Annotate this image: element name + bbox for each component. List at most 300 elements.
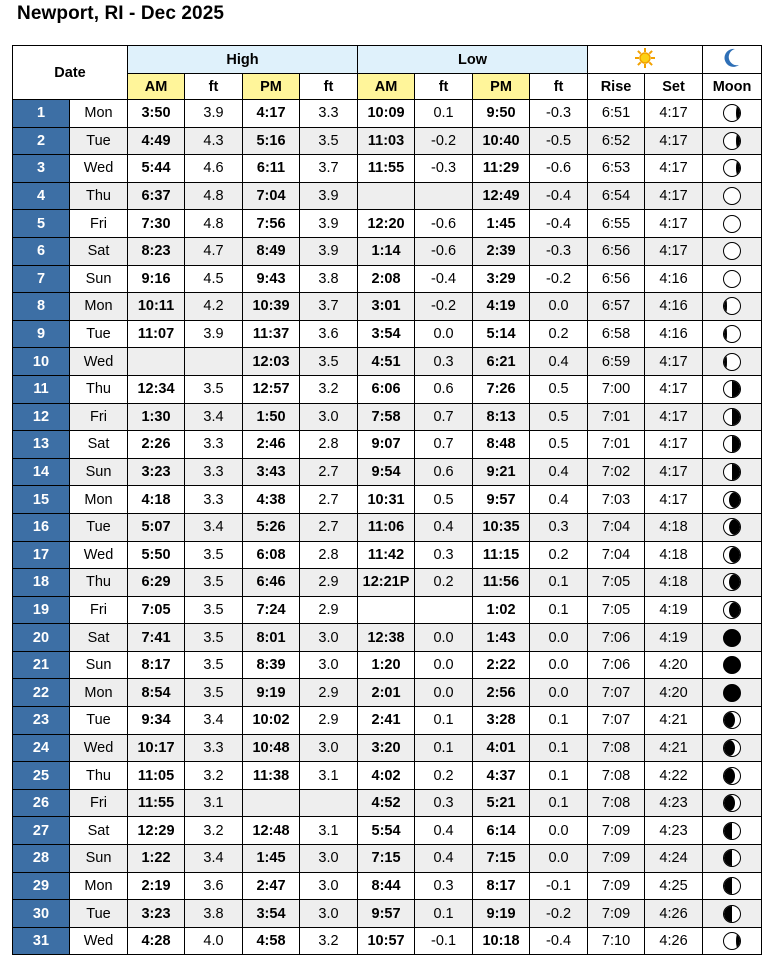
waning-gibbous-icon	[723, 353, 741, 371]
low-am-time: 10:31	[358, 486, 415, 514]
moon-phase-cell	[703, 845, 762, 873]
high-am-time: 3:50	[128, 100, 185, 128]
day-number: 18	[13, 569, 70, 597]
low-pm-time: 12:49	[473, 182, 530, 210]
low-am-height: 0.6	[415, 375, 473, 403]
table-row	[13, 707, 762, 735]
low-am-time: 11:03	[358, 127, 415, 155]
high-am-header: AM	[128, 74, 185, 100]
high-pm-time: 11:38	[243, 762, 300, 790]
high-pm-height: 3.7	[300, 293, 358, 321]
high-am-time: 4:49	[128, 127, 185, 155]
low-am-height: 0.4	[415, 845, 473, 873]
low-am-time: 3:01	[358, 293, 415, 321]
high-pm-time: 11:37	[243, 320, 300, 348]
low-pm-time: 4:37	[473, 762, 530, 790]
high-pm-time: 7:56	[243, 210, 300, 238]
high-pm-height: 3.0	[300, 845, 358, 873]
low-pm-height: -0.4	[530, 182, 588, 210]
day-number: 6	[13, 237, 70, 265]
high-pm-height: 3.9	[300, 237, 358, 265]
rise-header: Rise	[588, 74, 645, 100]
sunset-time: 4:19	[645, 596, 703, 624]
high-am-time: 10:11	[128, 293, 185, 321]
low-pm-height: 0.3	[530, 513, 588, 541]
low-am-time: 12:21P	[358, 569, 415, 597]
sunrise-time: 7:05	[588, 596, 645, 624]
low-am-time: 11:06	[358, 513, 415, 541]
table-row	[13, 872, 762, 900]
low-pm-height: -0.6	[530, 155, 588, 183]
high-am-time: 12:34	[128, 375, 185, 403]
sunrise-time: 7:06	[588, 624, 645, 652]
low-pm-time: 8:13	[473, 403, 530, 431]
waxing-gibbous-icon	[723, 159, 741, 177]
high-am-height: 4.6	[185, 155, 243, 183]
moon-phase-cell	[703, 431, 762, 459]
low-pm-time: 10:35	[473, 513, 530, 541]
high-pm-height: 3.6	[300, 320, 358, 348]
sunset-time: 4:21	[645, 734, 703, 762]
low-am-height: -0.4	[415, 265, 473, 293]
day-number: 31	[13, 927, 70, 955]
waning-crescent-icon	[723, 546, 741, 564]
day-of-week: Thu	[70, 182, 128, 210]
low-pm-height: 0.5	[530, 375, 588, 403]
table-row	[13, 348, 762, 376]
moon-phase-cell	[703, 375, 762, 403]
high-pm-time: 8:39	[243, 651, 300, 679]
high-am-time: 11:07	[128, 320, 185, 348]
low-pm-time: 3:28	[473, 707, 530, 735]
high-pm-time: 3:43	[243, 458, 300, 486]
date-header: Date	[13, 46, 128, 100]
low-pm-time: 11:56	[473, 569, 530, 597]
sunset-time: 4:17	[645, 127, 703, 155]
day-number: 14	[13, 458, 70, 486]
table-row	[13, 375, 762, 403]
waxing-crescent-icon	[723, 767, 741, 785]
sunset-time: 4:16	[645, 320, 703, 348]
high-am-height: 3.4	[185, 707, 243, 735]
sun-header	[588, 46, 703, 74]
high-pm-height: 2.9	[300, 707, 358, 735]
table-row	[13, 320, 762, 348]
sunset-time: 4:17	[645, 237, 703, 265]
table-row	[13, 513, 762, 541]
full-moon-icon	[723, 187, 741, 205]
sunrise-time: 7:03	[588, 486, 645, 514]
high-pm-height: 3.5	[300, 348, 358, 376]
high-pm-time: 4:58	[243, 927, 300, 955]
high-pm-height: 3.0	[300, 651, 358, 679]
low-am-time: 5:54	[358, 817, 415, 845]
high-pm-height: 3.1	[300, 817, 358, 845]
day-number: 16	[13, 513, 70, 541]
moon-phase-cell	[703, 927, 762, 955]
set-header: Set	[645, 74, 703, 100]
waxing-gibbous-icon	[723, 104, 741, 122]
table-row	[13, 431, 762, 459]
last-quarter-icon	[723, 435, 741, 453]
high-pm-time: 5:26	[243, 513, 300, 541]
sunrise-time: 6:58	[588, 320, 645, 348]
low-am-height	[415, 596, 473, 624]
high-am-time: 9:16	[128, 265, 185, 293]
high-am-time: 5:50	[128, 541, 185, 569]
high-pm-height: 3.3	[300, 100, 358, 128]
low-pm-height: 0.5	[530, 403, 588, 431]
table-row	[13, 569, 762, 597]
low-pm-time: 2:56	[473, 679, 530, 707]
low-am-height: 0.1	[415, 900, 473, 928]
day-number: 22	[13, 679, 70, 707]
low-am-height: 0.1	[415, 100, 473, 128]
day-number: 23	[13, 707, 70, 735]
high-am-height: 3.4	[185, 513, 243, 541]
day-of-week: Fri	[70, 210, 128, 238]
first-quarter-icon	[723, 905, 741, 923]
low-am-time: 9:07	[358, 431, 415, 459]
first-quarter-icon	[723, 877, 741, 895]
sunset-time: 4:18	[645, 513, 703, 541]
low-pm-time: 10:40	[473, 127, 530, 155]
high-am-height: 4.7	[185, 237, 243, 265]
first-quarter-icon	[723, 822, 741, 840]
low-pm-height: 0.0	[530, 817, 588, 845]
low-am-height: 0.3	[415, 541, 473, 569]
sunset-time: 4:18	[645, 541, 703, 569]
low-am-height: 0.3	[415, 872, 473, 900]
low-pm-time: 1:43	[473, 624, 530, 652]
low-am-height: 0.7	[415, 431, 473, 459]
moon-phase-cell	[703, 900, 762, 928]
full-moon-icon	[723, 242, 741, 260]
high-pm-height: 3.2	[300, 375, 358, 403]
table-row	[13, 182, 762, 210]
low-pm-height: -0.4	[530, 927, 588, 955]
high-pm-time: 10:39	[243, 293, 300, 321]
day-of-week: Wed	[70, 734, 128, 762]
day-number: 5	[13, 210, 70, 238]
table-row	[13, 486, 762, 514]
sunrise-time: 7:04	[588, 513, 645, 541]
low-pm-height: -0.3	[530, 237, 588, 265]
high-am-height: 4.8	[185, 210, 243, 238]
low-am-height: -0.6	[415, 210, 473, 238]
day-of-week: Mon	[70, 679, 128, 707]
sunset-time: 4:19	[645, 624, 703, 652]
sunset-time: 4:17	[645, 210, 703, 238]
high-am-height: 3.3	[185, 734, 243, 762]
day-number: 24	[13, 734, 70, 762]
table-row	[13, 817, 762, 845]
high-pm-height: 3.0	[300, 624, 358, 652]
high-pm-time: 10:02	[243, 707, 300, 735]
low-am-time: 3:54	[358, 320, 415, 348]
moon-phase-cell	[703, 458, 762, 486]
waxing-crescent-icon	[723, 711, 741, 729]
day-of-week: Thu	[70, 375, 128, 403]
moon-phase-cell	[703, 348, 762, 376]
waxing-gibbous-icon	[723, 932, 741, 950]
sunrise-time: 7:08	[588, 789, 645, 817]
sunrise-time: 7:07	[588, 679, 645, 707]
low-pm-height: 0.2	[530, 541, 588, 569]
table-row	[13, 762, 762, 790]
sunset-time: 4:17	[645, 486, 703, 514]
high-am-height: 3.5	[185, 596, 243, 624]
high-am-height: 3.4	[185, 403, 243, 431]
low-am-time: 11:42	[358, 541, 415, 569]
day-number: 7	[13, 265, 70, 293]
sunrise-time: 7:10	[588, 927, 645, 955]
day-number: 28	[13, 845, 70, 873]
high-pm-time: 2:46	[243, 431, 300, 459]
high-pm-height: 2.8	[300, 431, 358, 459]
high-am-time: 7:41	[128, 624, 185, 652]
low-am-height: -0.2	[415, 293, 473, 321]
day-number: 10	[13, 348, 70, 376]
high-am-time: 4:18	[128, 486, 185, 514]
sunrise-time: 7:07	[588, 707, 645, 735]
day-of-week: Wed	[70, 541, 128, 569]
low-am-height: 0.7	[415, 403, 473, 431]
high-pm-time: 6:11	[243, 155, 300, 183]
low-pm-time: 9:57	[473, 486, 530, 514]
table-row	[13, 403, 762, 431]
high-am-time: 5:07	[128, 513, 185, 541]
low-pm-height: 0.0	[530, 293, 588, 321]
sunset-time: 4:23	[645, 789, 703, 817]
high-pm-height: 3.0	[300, 403, 358, 431]
day-number: 11	[13, 375, 70, 403]
low-am-time: 3:20	[358, 734, 415, 762]
day-of-week: Wed	[70, 155, 128, 183]
low-pm-time: 10:18	[473, 927, 530, 955]
high-am-ft-header: ft	[185, 74, 243, 100]
day-of-week: Sun	[70, 458, 128, 486]
day-of-week: Thu	[70, 569, 128, 597]
sunrise-time: 7:00	[588, 375, 645, 403]
moon-phase-cell	[703, 817, 762, 845]
moon-phase-cell	[703, 155, 762, 183]
high-am-height: 3.2	[185, 762, 243, 790]
low-am-height: 0.1	[415, 734, 473, 762]
table-row	[13, 541, 762, 569]
low-pm-time: 11:15	[473, 541, 530, 569]
sunrise-time: 6:53	[588, 155, 645, 183]
high-am-height: 3.5	[185, 541, 243, 569]
sunset-time: 4:16	[645, 293, 703, 321]
low-pm-time: 4:19	[473, 293, 530, 321]
waning-crescent-icon	[723, 518, 741, 536]
high-header: High	[128, 46, 358, 74]
sunset-time: 4:21	[645, 707, 703, 735]
moon-phase-cell	[703, 320, 762, 348]
low-pm-time: 2:39	[473, 237, 530, 265]
day-of-week: Sat	[70, 624, 128, 652]
last-quarter-icon	[723, 408, 741, 426]
sunrise-time: 6:56	[588, 237, 645, 265]
day-of-week: Fri	[70, 596, 128, 624]
day-number: 29	[13, 872, 70, 900]
day-number: 20	[13, 624, 70, 652]
sunrise-time: 6:56	[588, 265, 645, 293]
high-pm-time: 6:46	[243, 569, 300, 597]
low-am-height: -0.2	[415, 127, 473, 155]
high-pm-time: 1:50	[243, 403, 300, 431]
sunrise-time: 6:57	[588, 293, 645, 321]
table-row	[13, 845, 762, 873]
day-of-week: Sat	[70, 237, 128, 265]
day-number: 15	[13, 486, 70, 514]
day-number: 27	[13, 817, 70, 845]
moon-phase-cell	[703, 403, 762, 431]
table-row	[13, 100, 762, 128]
low-am-height: 0.4	[415, 817, 473, 845]
low-pm-time: 9:19	[473, 900, 530, 928]
moon-phase-cell	[703, 651, 762, 679]
high-am-height: 3.5	[185, 569, 243, 597]
sunset-time: 4:20	[645, 651, 703, 679]
sunset-time: 4:22	[645, 762, 703, 790]
day-number: 25	[13, 762, 70, 790]
high-am-height	[185, 348, 243, 376]
sunset-time: 4:23	[645, 817, 703, 845]
high-am-height: 3.9	[185, 320, 243, 348]
low-pm-time: 1:02	[473, 596, 530, 624]
full-moon-icon	[723, 270, 741, 288]
high-pm-height: 3.7	[300, 155, 358, 183]
sunset-time: 4:16	[645, 265, 703, 293]
high-am-height: 4.2	[185, 293, 243, 321]
tide-table	[12, 45, 762, 955]
waning-gibbous-icon	[723, 297, 741, 315]
sunrise-time: 7:09	[588, 872, 645, 900]
waxing-gibbous-icon	[723, 132, 741, 150]
sunset-time: 4:17	[645, 403, 703, 431]
low-pm-height: 0.1	[530, 789, 588, 817]
day-of-week: Tue	[70, 513, 128, 541]
table-row	[13, 927, 762, 955]
table-row	[13, 127, 762, 155]
table-row	[13, 651, 762, 679]
high-pm-time: 7:24	[243, 596, 300, 624]
day-number: 17	[13, 541, 70, 569]
high-pm-height: 3.8	[300, 265, 358, 293]
day-of-week: Wed	[70, 927, 128, 955]
low-am-time: 9:57	[358, 900, 415, 928]
moon-phase-cell	[703, 293, 762, 321]
low-am-time: 4:02	[358, 762, 415, 790]
sunrise-time: 6:54	[588, 182, 645, 210]
high-am-time: 11:05	[128, 762, 185, 790]
high-pm-time: 9:19	[243, 679, 300, 707]
high-am-height: 3.2	[185, 817, 243, 845]
day-of-week: Tue	[70, 707, 128, 735]
high-am-time: 11:55	[128, 789, 185, 817]
high-pm-time: 6:08	[243, 541, 300, 569]
low-pm-time: 6:14	[473, 817, 530, 845]
tide-rows	[13, 100, 762, 955]
high-pm-time: 1:45	[243, 845, 300, 873]
high-am-height: 3.4	[185, 845, 243, 873]
low-pm-time: 7:15	[473, 845, 530, 873]
day-number: 12	[13, 403, 70, 431]
low-pm-height: 0.4	[530, 486, 588, 514]
high-pm-time: 4:38	[243, 486, 300, 514]
low-am-height: 0.0	[415, 679, 473, 707]
low-am-height: 0.3	[415, 348, 473, 376]
waning-crescent-icon	[723, 601, 741, 619]
high-am-height: 3.1	[185, 789, 243, 817]
low-pm-time: 11:29	[473, 155, 530, 183]
sunrise-time: 7:04	[588, 541, 645, 569]
table-row	[13, 900, 762, 928]
low-header: Low	[358, 46, 588, 74]
low-am-time: 8:44	[358, 872, 415, 900]
low-am-height	[415, 182, 473, 210]
low-pm-height: -0.1	[530, 872, 588, 900]
low-am-height: 0.2	[415, 569, 473, 597]
day-of-week: Wed	[70, 348, 128, 376]
high-am-time: 8:54	[128, 679, 185, 707]
sunset-time: 4:17	[645, 431, 703, 459]
moon-phase-cell	[703, 513, 762, 541]
moon-phase-cell	[703, 210, 762, 238]
sunrise-time: 7:05	[588, 569, 645, 597]
day-number: 13	[13, 431, 70, 459]
low-pm-time: 5:21	[473, 789, 530, 817]
high-pm-height: 3.9	[300, 182, 358, 210]
high-pm-time: 12:48	[243, 817, 300, 845]
low-am-time: 10:09	[358, 100, 415, 128]
sunset-time: 4:17	[645, 348, 703, 376]
high-am-height: 3.3	[185, 431, 243, 459]
last-quarter-icon	[723, 463, 741, 481]
table-row	[13, 458, 762, 486]
new-moon-icon	[723, 629, 741, 647]
high-pm-height: 3.1	[300, 762, 358, 790]
high-am-time: 9:34	[128, 707, 185, 735]
low-am-time: 1:20	[358, 651, 415, 679]
table-row	[13, 210, 762, 238]
high-am-height: 3.8	[185, 900, 243, 928]
sunset-time: 4:17	[645, 155, 703, 183]
low-pm-time: 3:29	[473, 265, 530, 293]
day-of-week: Mon	[70, 486, 128, 514]
high-pm-time: 7:04	[243, 182, 300, 210]
moon-phase-cell	[703, 100, 762, 128]
moon-phase-cell	[703, 486, 762, 514]
low-pm-height: 0.0	[530, 651, 588, 679]
low-pm-height: 0.0	[530, 845, 588, 873]
full-moon-icon	[723, 215, 741, 233]
high-am-height: 4.0	[185, 927, 243, 955]
high-am-time: 5:44	[128, 155, 185, 183]
sunset-time: 4:20	[645, 679, 703, 707]
high-am-height: 3.5	[185, 375, 243, 403]
high-pm-time: 10:48	[243, 734, 300, 762]
low-am-height: 0.5	[415, 486, 473, 514]
day-of-week: Fri	[70, 403, 128, 431]
waxing-crescent-icon	[723, 794, 741, 812]
sunrise-time: 6:52	[588, 127, 645, 155]
high-pm-height: 2.8	[300, 541, 358, 569]
low-pm-height: 0.1	[530, 707, 588, 735]
sunset-time: 4:17	[645, 182, 703, 210]
